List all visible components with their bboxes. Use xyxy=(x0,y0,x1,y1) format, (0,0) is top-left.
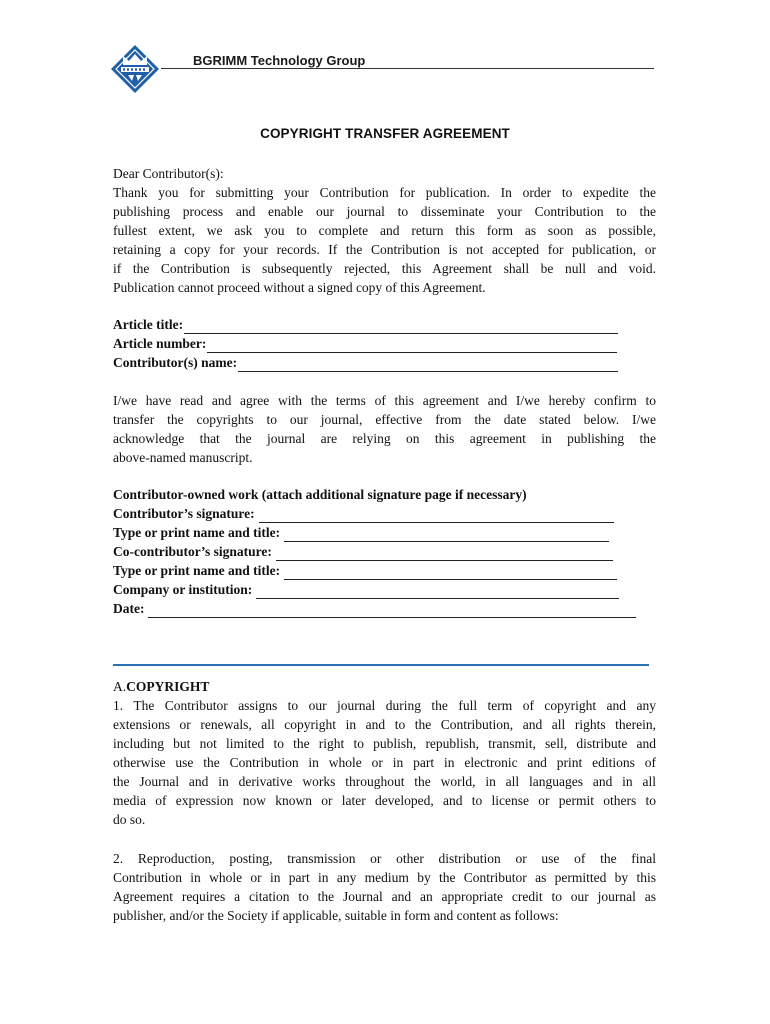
bgrimm-logo-icon xyxy=(110,44,160,94)
agreement-line: acknowledge that the journal are relying on this agreement in publishing the xyxy=(113,431,656,446)
contributor-names-field[interactable] xyxy=(238,357,618,372)
type-name-field-1[interactable] xyxy=(284,527,609,542)
intro-paragraph xyxy=(113,164,656,297)
company-row xyxy=(113,580,656,599)
salutation: Dear Contributor(s): xyxy=(113,166,224,181)
section-a-para1-line: otherwise use the Contribution in whole or in part in electronic and print editions of xyxy=(113,755,656,770)
section-a-title: COPYRIGHT xyxy=(126,679,210,694)
cocontributor-signature-row xyxy=(113,542,656,561)
article-title-field[interactable] xyxy=(184,319,618,334)
section-a-para1-line: media of expression now known or later developed, and to license or permit others to xyxy=(113,793,656,808)
intro-line: Publication cannot proceed without a signed copy of this Agreement. xyxy=(113,280,486,295)
section-a-para1-line: including but not limited to the right to publish, republish, transmit, sell, distribute and xyxy=(113,736,656,751)
type-name-field-2[interactable] xyxy=(284,565,617,580)
type-name-label-2: Type or print name and title: xyxy=(113,563,281,578)
section-a-paragraph-2 xyxy=(113,849,656,925)
signature-heading-row xyxy=(113,485,656,504)
date-label: Date: xyxy=(113,601,145,616)
section-a-para2-line: Agreement requires a citation to the Journal and an appropriate credit to our journal as xyxy=(113,889,656,904)
date-field[interactable] xyxy=(148,603,636,618)
article-number-label: Article number: xyxy=(113,336,207,351)
section-a-heading xyxy=(113,677,656,696)
section-a-para1-line: 1. The Contributor assigns to our journal during the full term of copyright and any xyxy=(113,698,656,713)
agreement-line: I/we have read and agree with the terms of this agreement and I/we hereby confirm to xyxy=(113,393,656,408)
section-a-para2-line: 2. Reproduction, posting, transmission or other distribution or use of the final xyxy=(113,851,656,866)
cocontributor-signature-field[interactable] xyxy=(276,546,613,561)
contributor-names-row xyxy=(113,353,656,372)
agreement-line: transfer the copyrights to our journal, effective from the date stated below. I/we xyxy=(113,412,656,427)
section-a xyxy=(113,677,656,829)
contributor-signature-label: Contributor’s signature: xyxy=(113,506,255,521)
section-a-para2-line: publisher, and/or the Society if applicable, suitable in form and content as follows: xyxy=(113,908,559,923)
company-name: BGRIMM Technology Group xyxy=(193,53,366,68)
section-a-para2-line: Contribution in whole or in part in any medium by the Contributor as permitted by this xyxy=(113,870,656,885)
date-row xyxy=(113,599,656,618)
article-fields xyxy=(113,315,656,372)
type-name-row-2 xyxy=(113,561,656,580)
agreement-paragraph xyxy=(113,391,656,467)
intro-line: retaining a copy for your records. If the Contribution is not accepted for publication, or xyxy=(113,242,656,257)
contributor-names-label: Contributor(s) name: xyxy=(113,355,238,370)
article-number-row xyxy=(113,334,656,353)
article-number-field[interactable] xyxy=(207,338,617,353)
intro-line: Thank you for submitting your Contribution for publication. In order to expedite the xyxy=(113,185,656,200)
article-title-row xyxy=(113,315,656,334)
cocontributor-signature-label: Co-contributor’s signature: xyxy=(113,544,272,559)
section-a-prefix: A. xyxy=(113,679,127,694)
contributor-signature-field[interactable] xyxy=(259,508,614,523)
intro-line: if the Contribution is subsequently rejected, this Agreement shall be null and void. xyxy=(113,261,656,276)
section-a-para1-line: the Journal and in derivative works throughout the world, in all languages and in all xyxy=(113,774,656,789)
type-name-label-1: Type or print name and title: xyxy=(113,525,281,540)
agreement-line: above-named manuscript. xyxy=(113,450,253,465)
article-title-label: Article title: xyxy=(113,317,184,332)
contributor-signature-row xyxy=(113,504,656,523)
type-name-row-1 xyxy=(113,523,656,542)
signature-heading: Contributor-owned work (attach additional signature page if necessary) xyxy=(113,487,527,502)
section-a-para1-line: do so. xyxy=(113,812,146,827)
intro-line: fullest extent, we ask you to complete and return this form as soon as possible, xyxy=(113,223,656,238)
intro-line: publishing process and enable our journal to disseminate your Contribution to the xyxy=(113,204,656,219)
company-field[interactable] xyxy=(256,584,619,599)
signature-block xyxy=(113,485,656,618)
header-divider xyxy=(161,68,654,69)
document-title: COPYRIGHT TRANSFER AGREEMENT xyxy=(260,126,510,141)
section-a-para1-line: extensions or renewals, all copyright in and to the Contribution, and all rights therein, xyxy=(113,717,656,732)
section-divider xyxy=(113,664,649,666)
company-label: Company or institution: xyxy=(113,582,253,597)
